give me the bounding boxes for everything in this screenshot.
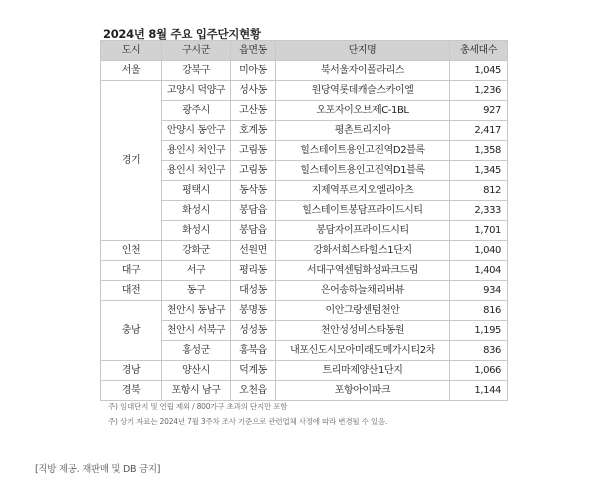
cell-district: 평택시 (162, 181, 231, 201)
table-row (101, 61, 508, 81)
cell-district: 강북구 (162, 61, 231, 81)
cell-complex: 봉담자이프라이드시티 (276, 221, 450, 241)
cell-city: 경기 (101, 81, 162, 241)
cell-district: 천안시 서북구 (162, 321, 231, 341)
cell-district: 동구 (162, 281, 231, 301)
cell-city: 인천 (101, 241, 162, 261)
cell-district: 안양시 동안구 (162, 121, 231, 141)
cell-town: 오천읍 (231, 381, 276, 401)
table-row (101, 281, 508, 301)
header-units: 총세대수 (450, 41, 508, 61)
table-row (101, 361, 508, 381)
table-row (101, 101, 508, 121)
cell-district: 홍성군 (162, 341, 231, 361)
source-footer: [직방 제공. 재판매 및 DB 금지] (35, 464, 161, 475)
cell-city: 서울 (101, 61, 162, 81)
cell-complex: 지제역푸르지오엘리아츠 (276, 181, 450, 201)
cell-district: 강화군 (162, 241, 231, 261)
cell-complex: 트리마제양산1단지 (276, 361, 450, 381)
cell-complex: 천안성성비스타동원 (276, 321, 450, 341)
table-row (101, 261, 508, 281)
header-district: 구시군 (162, 41, 231, 61)
table-header-row (101, 41, 508, 61)
cell-units: 1,345 (450, 161, 508, 181)
cell-town: 성사동 (231, 81, 276, 101)
cell-units: 1,045 (450, 61, 508, 81)
cell-town: 고림동 (231, 161, 276, 181)
cell-district: 천안시 동남구 (162, 301, 231, 321)
cell-town: 봉담읍 (231, 201, 276, 221)
cell-district: 서구 (162, 261, 231, 281)
table-row (101, 221, 508, 241)
cell-town: 봉담읍 (231, 221, 276, 241)
cell-units: 927 (450, 101, 508, 121)
table-row (101, 161, 508, 181)
cell-complex: 내포신도시모아미래도메가시티2차 (276, 341, 450, 361)
note-line: 주) 상기 자료는 2024년 7월 3주차 조사 기준으로 관련업체 사정에 따라 변경될 수 있음. (108, 417, 388, 426)
cell-city: 대전 (101, 281, 162, 301)
cell-town: 평리동 (231, 261, 276, 281)
cell-town: 호계동 (231, 121, 276, 141)
cell-units: 2,333 (450, 201, 508, 221)
table-row (101, 181, 508, 201)
cell-complex: 힐스테이트봉담프라이드시티 (276, 201, 450, 221)
cell-units: 2,417 (450, 121, 508, 141)
cell-district: 화성시 (162, 201, 231, 221)
cell-units: 1,404 (450, 261, 508, 281)
cell-units: 812 (450, 181, 508, 201)
cell-district: 용인시 처인구 (162, 161, 231, 181)
cell-units: 1,040 (450, 241, 508, 261)
notes (108, 399, 387, 429)
cell-town: 미아동 (231, 61, 276, 81)
cell-district: 용인시 처인구 (162, 141, 231, 161)
cell-district: 포항시 남구 (162, 381, 231, 401)
table-row (101, 321, 508, 341)
cell-city: 대구 (101, 261, 162, 281)
table-row (101, 201, 508, 221)
cell-complex: 오포자이오브제C-1BL (276, 101, 450, 121)
cell-units: 1,066 (450, 361, 508, 381)
cell-units: 1,358 (450, 141, 508, 161)
cell-town: 동삭동 (231, 181, 276, 201)
table-row (101, 141, 508, 161)
cell-complex: 강화서희스타힐스1단지 (276, 241, 450, 261)
cell-units: 836 (450, 341, 508, 361)
cell-units: 1,195 (450, 321, 508, 341)
table-title: 2024년 8월 주요 입주단지현황 (103, 27, 261, 41)
cell-district: 양산시 (162, 361, 231, 381)
cell-town: 고림동 (231, 141, 276, 161)
housing-table (100, 40, 508, 401)
cell-complex: 은어송하늘채리버뷰 (276, 281, 450, 301)
cell-complex: 서대구역센텀화성파크드림 (276, 261, 450, 281)
header-city: 도시 (101, 41, 162, 61)
cell-complex: 이안그랑센텀천안 (276, 301, 450, 321)
cell-complex: 포항아이파크 (276, 381, 450, 401)
cell-town: 성성동 (231, 321, 276, 341)
header-complex: 단지명 (276, 41, 450, 61)
note-line: 주) 임대단지 및 연립 제외 / 800가구 초과의 단지만 포함 (108, 402, 288, 411)
cell-town: 홍북읍 (231, 341, 276, 361)
cell-units: 1,701 (450, 221, 508, 241)
cell-complex: 북서울자이폴라리스 (276, 61, 450, 81)
table-row (101, 241, 508, 261)
cell-complex: 힐스테이트용인고진역D2블록 (276, 141, 450, 161)
header-town: 읍면동 (231, 41, 276, 61)
cell-city: 경남 (101, 361, 162, 381)
table-row (101, 341, 508, 361)
cell-district: 고양시 덕양구 (162, 81, 231, 101)
table-body (101, 61, 508, 401)
cell-town: 고산동 (231, 101, 276, 121)
cell-complex: 힐스테이트용인고진역D1블록 (276, 161, 450, 181)
cell-units: 1,236 (450, 81, 508, 101)
cell-units: 816 (450, 301, 508, 321)
table-row (101, 301, 508, 321)
cell-town: 선원면 (231, 241, 276, 261)
table-row (101, 81, 508, 101)
table-row (101, 381, 508, 401)
cell-town: 대성동 (231, 281, 276, 301)
cell-city: 경북 (101, 381, 162, 401)
cell-units: 934 (450, 281, 508, 301)
cell-complex: 평촌트리지아 (276, 121, 450, 141)
cell-city: 충남 (101, 301, 162, 361)
cell-town: 봉명동 (231, 301, 276, 321)
cell-district: 화성시 (162, 221, 231, 241)
cell-units: 1,144 (450, 381, 508, 401)
table-row (101, 121, 508, 141)
cell-town: 덕계동 (231, 361, 276, 381)
cell-complex: 원당역롯데캐슬스카이엘 (276, 81, 450, 101)
cell-district: 광주시 (162, 101, 231, 121)
